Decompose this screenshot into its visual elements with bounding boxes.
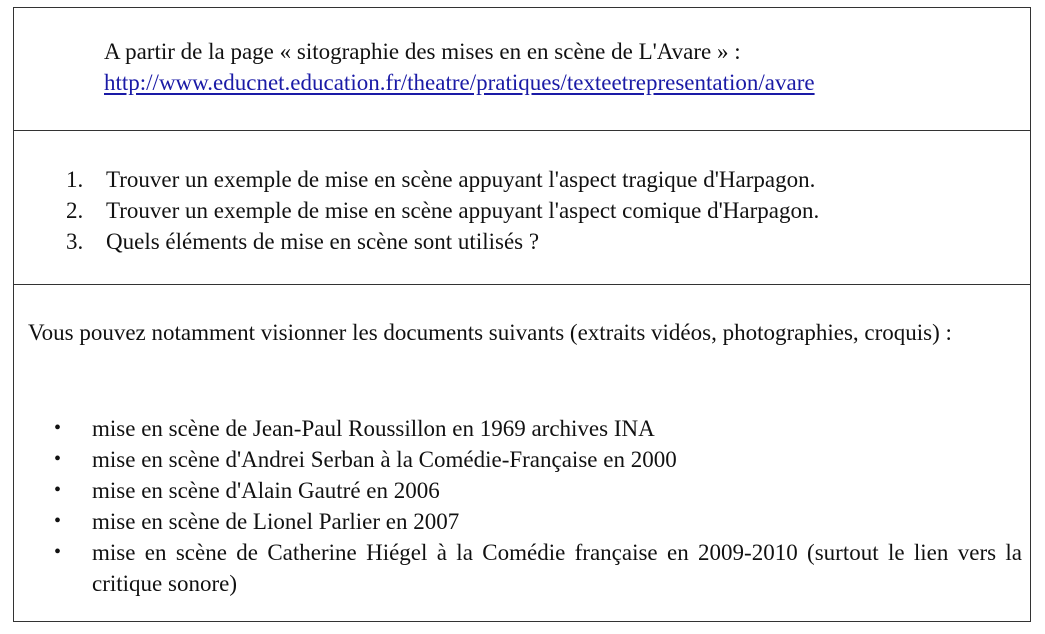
question-number: 3.	[66, 229, 84, 254]
list-item	[14, 475, 1032, 506]
source-box	[14, 8, 1030, 131]
bullet-icon: •	[54, 479, 62, 501]
bullet-icon: •	[54, 448, 62, 470]
question-text: Trouver un exemple de mise en scène appuyant l'aspect tragique d'Harpagon.	[106, 167, 816, 192]
list-item-text: mise en scène de Lionel Parlier en 2007	[92, 509, 460, 534]
questions-box	[14, 131, 1030, 285]
source-intro-text: A partir de la page « sitographie des mises en en scène de L'Avare » :	[104, 39, 741, 64]
list-item-text: mise en scène d'Andrei Serban à la Comédie-Française en 2000	[92, 447, 677, 472]
list-item	[14, 413, 1032, 444]
question-text: Quels éléments de mise en scène sont utilisés ?	[106, 229, 540, 254]
documents-list	[14, 413, 1032, 599]
document-frame	[13, 7, 1031, 622]
documents-intro-text: Vous pouvez notamment visionner les documents suivants (extraits vidéos, photographies, croquis) :	[28, 320, 952, 345]
documents-box	[14, 285, 1030, 621]
list-item	[14, 444, 1032, 475]
sitographie-link[interactable]: http://www.educnet.education.fr/theatre/pratiques/texteetrepresentation/avare	[104, 70, 815, 95]
list-item	[14, 537, 1032, 599]
question-number: 1.	[66, 167, 84, 192]
question-text: Trouver un exemple de mise en scène appuyant l'aspect comique d'Harpagon.	[106, 198, 820, 223]
list-item-text: mise en scène d'Alain Gautré en 2006	[92, 478, 440, 503]
list-item-text: mise en scène de Jean-Paul Roussillon en 1969 archives INA	[92, 416, 655, 441]
list-item-text: mise en scène de Catherine Hiégel à la Comédie française en 2009-2010 (surtout le lien vers la critique sonore)	[92, 540, 1022, 596]
bullet-icon: •	[54, 417, 62, 439]
question-number: 2.	[66, 198, 84, 223]
bullet-icon: •	[54, 510, 62, 532]
list-item	[14, 506, 1032, 537]
bullet-icon: •	[54, 541, 62, 563]
